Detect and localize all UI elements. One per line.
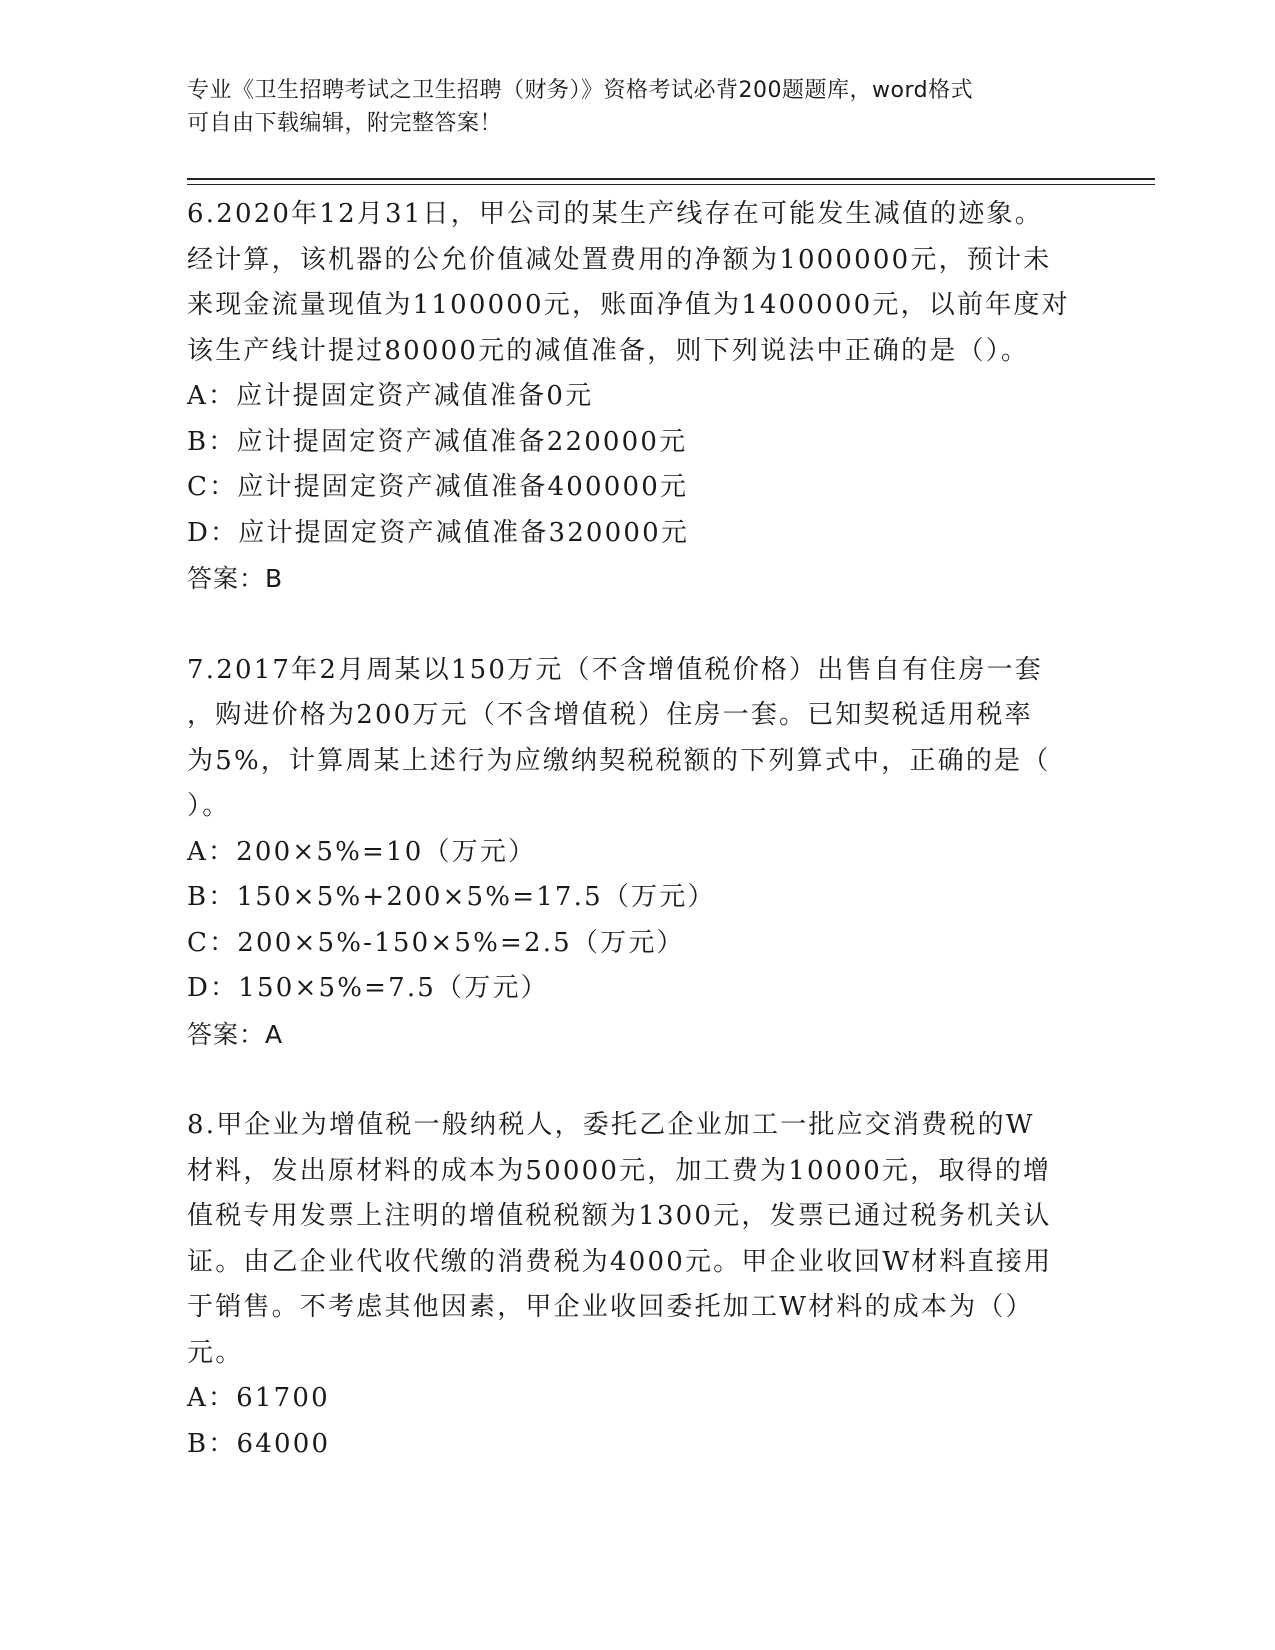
question-stem-line: 该生产线计提过80000元的减值准备，则下列说法中正确的是（）。 <box>187 335 1030 366</box>
option-c: C：应计提固定资产减值准备400000元 <box>187 472 689 502</box>
question-stem-line: 7.2017年2月周某以150万元（不含增值税价格）出售自有住房一套 <box>187 654 1043 685</box>
question-7 <box>187 648 1087 1058</box>
question-stem-line: 来现金流量现值为1100000元，账面净值为1400000元，以前年度对 <box>187 290 1070 320</box>
question-stem-line: 为5%，计算周某上述行为应缴纳契税税额的下列算式中，正确的是（ <box>187 745 1051 776</box>
option-c: C：200×5%-150×5%=2.5（万元） <box>187 927 685 958</box>
question-spacer <box>187 602 1087 648</box>
option-b: B：应计提固定资产减值准备220000元 <box>187 426 688 457</box>
answer-line: 答案：B <box>187 564 284 593</box>
question-stem-line: 材料，发出原材料的成本为50000元，加工费为10000元，取得的增 <box>187 1155 1052 1186</box>
header-divider <box>187 178 1155 185</box>
option-d: D：应计提固定资产减值准备320000元 <box>187 517 690 548</box>
question-8 <box>187 1103 1087 1467</box>
question-spacer <box>187 1057 1087 1103</box>
option-b: B：150×5%+200×5%=17.5（万元） <box>187 882 716 912</box>
question-stem-line: ）。 <box>187 791 231 821</box>
option-a: A：61700 <box>187 1383 330 1413</box>
question-stem-line: ，购进价格为200万元（不含增值税）住房一套。已知契税适用税率 <box>187 700 1033 730</box>
option-d: D：150×5%=7.5（万元） <box>187 973 549 1003</box>
answer-line: 答案：A <box>187 1019 284 1049</box>
question-stem-line: 8.甲企业为增值税一般纳税人，委托乙企业加工一批应交消费税的W <box>187 1110 1035 1140</box>
question-6 <box>187 192 1087 602</box>
question-stem-line: 6.2020年12月31日，甲公司的某生产线存在可能发生减值的迹象。 <box>187 199 1043 229</box>
question-stem-line: 值税专用发票上注明的增值税税额为1300元，发票已通过税务机关认 <box>187 1201 1052 1231</box>
option-b: B：64000 <box>187 1428 331 1459</box>
header-line-1: 专业《卫生招聘考试之卫生招聘（财务）》资格考试必背200题题库，word格式 <box>187 78 974 103</box>
option-a: A：应计提固定资产减值准备0元 <box>187 381 594 411</box>
question-list <box>187 192 1087 1467</box>
question-stem-line: 于销售。不考虑其他因素，甲企业收回委托加工W材料的成本为（） <box>187 1292 1034 1322</box>
question-stem-line: 证。由乙企业代收代缴的消费税为4000元。甲企业收回W材料直接用 <box>187 1246 1053 1277</box>
question-stem-line: 元。 <box>187 1337 244 1368</box>
question-stem-line: 经计算，该机器的公允价值减处置费用的净额为1000000元，预计未 <box>187 244 1052 275</box>
header-line-2: 可自由下载编辑，附完整答案！ <box>187 111 503 136</box>
document-header <box>187 74 1067 140</box>
option-a: A：200×5%=10（万元） <box>187 836 537 867</box>
